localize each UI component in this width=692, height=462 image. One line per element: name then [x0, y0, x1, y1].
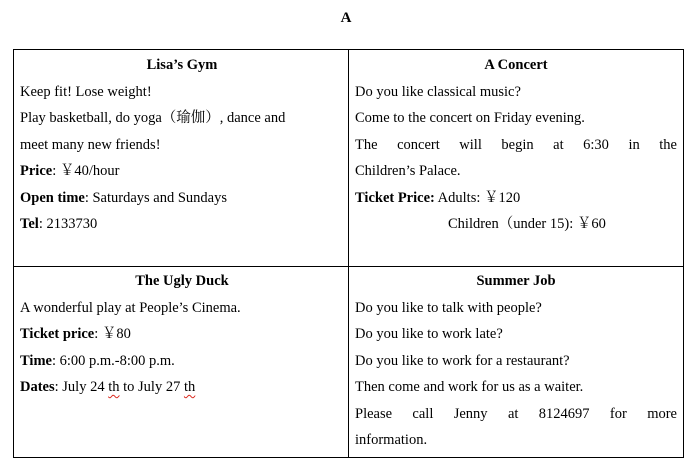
ugly-duck-ticket-price	[20, 321, 344, 348]
gym-tel	[20, 211, 344, 238]
summer-job-line-6: information.	[355, 432, 428, 448]
ugly-duck-dates-label: Dates	[20, 379, 55, 395]
concert-line-1: Do you like classical music?	[355, 83, 521, 100]
concert-adults-price: Adults: ￥120	[434, 189, 521, 206]
row-divider	[14, 266, 683, 267]
gym-open-time	[20, 185, 344, 212]
concert-line-4: Children’s Palace.	[355, 163, 461, 179]
gym-line-3: meet many new friends!	[20, 136, 161, 153]
summer-job-title: Summer Job	[476, 273, 556, 289]
gym-open-value: : Saturdays and Sundays	[84, 189, 228, 206]
summer-job-line-5: Please call Jenny at 8124697 for more	[355, 405, 677, 422]
ugly-duck-time	[20, 348, 344, 375]
ugly-duck-ad-cell	[20, 268, 344, 401]
concert-line-2: Come to the concert on Friday evening.	[355, 110, 585, 126]
gym-tel-label: Tel	[20, 216, 39, 232]
document-title: A	[340, 10, 352, 26]
ugly-duck-dates-suffix-2: th	[183, 379, 196, 395]
gym-price-value: : ￥40/hour	[52, 163, 120, 179]
ugly-duck-title: The Ugly Duck	[135, 273, 229, 289]
gym-tel-value: : 2133730	[38, 216, 98, 232]
summer-job-line-3: Do you like to work for a restaurant?	[355, 352, 570, 369]
gym-ad-cell	[20, 52, 344, 238]
ugly-duck-dates	[20, 374, 344, 401]
summer-job-line-2: Do you like to work late?	[355, 326, 503, 342]
summer-job-ad-cell	[355, 268, 677, 454]
concert-ad-cell	[355, 52, 677, 238]
ugly-duck-ticket-value: : ￥80	[94, 326, 131, 342]
concert-children-price: Children（under 15): ￥60	[448, 216, 606, 232]
ugly-duck-line-1: A wonderful play at People’s Cinema.	[20, 299, 241, 316]
summer-job-line-4: Then come and work for us as a waiter.	[355, 379, 584, 395]
ugly-duck-ticket-label: Ticket price	[20, 326, 95, 342]
gym-line-1: Keep fit! Lose weight!	[20, 83, 152, 100]
concert-ticket-price	[355, 185, 677, 212]
column-divider	[348, 50, 349, 457]
concert-title: A Concert	[484, 57, 548, 73]
ugly-duck-dates-part-2: to July 27	[119, 379, 184, 395]
gym-title: Lisa’s Gym	[146, 57, 218, 73]
ugly-duck-dates-suffix-1: th	[108, 379, 120, 395]
summer-job-line-1: Do you like to talk with people?	[355, 299, 542, 316]
concert-line-3: The concert will begin at 6:30 in the	[355, 136, 677, 153]
gym-line-2: Play basketball, do yoga（瑜伽）, dance and	[20, 110, 286, 126]
concert-ticket-label: Ticket Price:	[355, 189, 435, 206]
gym-price-label: Price	[20, 163, 53, 179]
ugly-duck-dates-part-1: : July 24	[54, 379, 109, 395]
gym-price	[20, 158, 344, 185]
ugly-duck-time-value: : 6:00 p.m.-8:00 p.m.	[51, 352, 175, 369]
ad-table	[13, 49, 684, 458]
ugly-duck-time-label: Time	[20, 352, 52, 369]
gym-open-label: Open time	[20, 189, 85, 206]
